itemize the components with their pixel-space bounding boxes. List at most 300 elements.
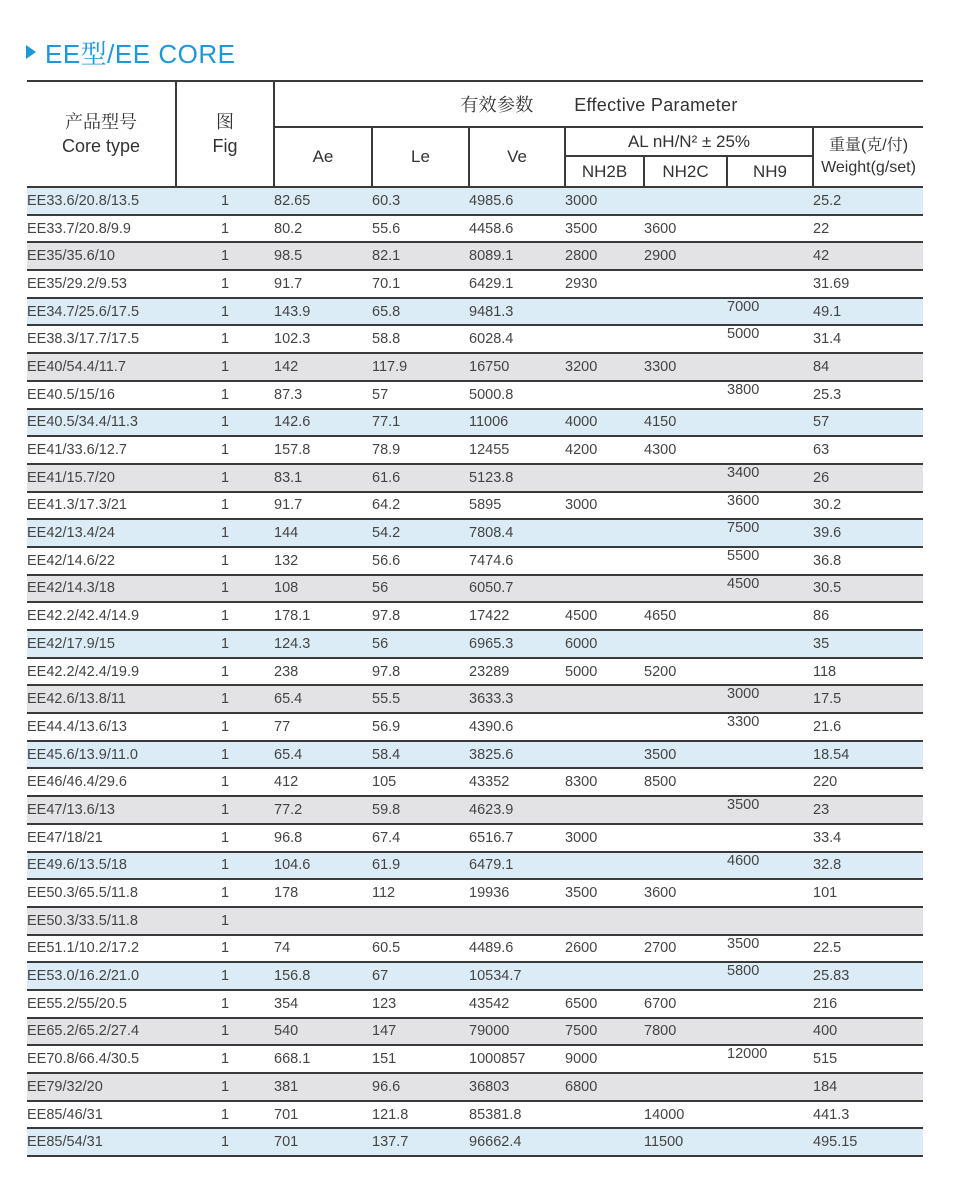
le-cell: 112 [372, 879, 469, 907]
nh2b-cell [565, 685, 644, 713]
nh9-cell: 3600 [727, 492, 813, 520]
core-type-header [27, 81, 176, 187]
table-row [27, 852, 923, 880]
ae-cell: 156.8 [274, 962, 372, 990]
nh9-cell [727, 630, 813, 658]
nh2b-cell: 6500 [565, 990, 644, 1018]
core-type-header-cn: 产品型号 [65, 112, 137, 132]
nh2c-cell [644, 187, 727, 215]
ae-cell: 412 [274, 768, 372, 796]
table-row [27, 436, 923, 464]
nh2b-cell [565, 464, 644, 492]
nh2b-cell: 2800 [565, 242, 644, 270]
fig-cell: 1 [176, 713, 274, 741]
table-row [27, 353, 923, 381]
ae-cell: 96.8 [274, 824, 372, 852]
nh2c-cell [644, 575, 727, 603]
weight-cell: 57 [813, 409, 923, 437]
nh2c-cell [644, 962, 727, 990]
fig-cell: 1 [176, 602, 274, 630]
nh9-cell [727, 658, 813, 686]
ve-cell: 85381.8 [469, 1101, 565, 1129]
table-row [27, 824, 923, 852]
ae-cell: 132 [274, 547, 372, 575]
fig-cell: 1 [176, 187, 274, 215]
fig-cell: 1 [176, 630, 274, 658]
ve-cell: 6429.1 [469, 270, 565, 298]
nh2b-cell: 7500 [565, 1018, 644, 1046]
nh9-header: NH9 [727, 156, 813, 187]
weight-cell: 441.3 [813, 1101, 923, 1129]
fig-header [176, 81, 274, 187]
ve-cell: 7808.4 [469, 519, 565, 547]
ve-cell: 6050.7 [469, 575, 565, 603]
nh9-cell [727, 879, 813, 907]
core-type-cell: EE40.5/34.4/11.3 [27, 409, 176, 437]
nh9-cell: 3000 [727, 685, 813, 713]
nh2c-cell: 4650 [644, 602, 727, 630]
nh2c-header: NH2C [644, 156, 727, 187]
fig-cell: 1 [176, 796, 274, 824]
nh9-cell: 4500 [727, 575, 813, 603]
ve-cell: 6028.4 [469, 325, 565, 353]
effective-header-en: Effective Parameter [574, 95, 738, 115]
ve-cell: 23289 [469, 658, 565, 686]
table-row [27, 1045, 923, 1073]
weight-cell: 36.8 [813, 547, 923, 575]
nh9-cell [727, 1128, 813, 1156]
le-cell [372, 907, 469, 935]
ve-cell: 4985.6 [469, 187, 565, 215]
table-row [27, 270, 923, 298]
ae-cell: 142 [274, 353, 372, 381]
le-cell: 55.6 [372, 215, 469, 243]
page-title-text: EE型/EE CORE [45, 38, 236, 69]
weight-cell: 515 [813, 1045, 923, 1073]
fig-cell: 1 [176, 547, 274, 575]
ae-cell: 701 [274, 1101, 372, 1129]
ve-cell: 4390.6 [469, 713, 565, 741]
core-type-cell: EE33.7/20.8/9.9 [27, 215, 176, 243]
fig-cell: 1 [176, 879, 274, 907]
weight-cell: 22 [813, 215, 923, 243]
core-type-header-en: Core type [61, 136, 141, 156]
ae-cell: 82.65 [274, 187, 372, 215]
table-row [27, 935, 923, 963]
nh9-cell [727, 1101, 813, 1129]
ae-cell: 540 [274, 1018, 372, 1046]
ae-cell: 108 [274, 575, 372, 603]
nh2c-cell [644, 519, 727, 547]
core-type-cell: EE42/14.6/22 [27, 547, 176, 575]
ae-cell: 668.1 [274, 1045, 372, 1073]
nh2c-cell: 8500 [644, 768, 727, 796]
fig-cell: 1 [176, 962, 274, 990]
core-type-cell: EE79/32/20 [27, 1073, 176, 1101]
nh2c-cell: 3300 [644, 353, 727, 381]
nh9-cell [727, 990, 813, 1018]
nh9-cell: 3500 [727, 935, 813, 963]
le-cell: 64.2 [372, 492, 469, 520]
weight-cell: 23 [813, 796, 923, 824]
fig-cell: 1 [176, 298, 274, 326]
weight-cell: 84 [813, 353, 923, 381]
table-row [27, 575, 923, 603]
core-type-cell: EE65.2/65.2/27.4 [27, 1018, 176, 1046]
core-type-cell: EE41/15.7/20 [27, 464, 176, 492]
fig-cell: 1 [176, 1018, 274, 1046]
table-row [27, 602, 923, 630]
le-cell: 58.4 [372, 741, 469, 769]
fig-header-cn: 图 [216, 112, 234, 132]
ve-cell: 3633.3 [469, 685, 565, 713]
nh2b-cell: 6000 [565, 630, 644, 658]
nh2c-cell: 4150 [644, 409, 727, 437]
fig-cell: 1 [176, 990, 274, 1018]
nh2c-cell: 2900 [644, 242, 727, 270]
nh9-cell: 12000 [727, 1045, 813, 1073]
ve-cell: 43542 [469, 990, 565, 1018]
nh2c-cell [644, 298, 727, 326]
al-header: AL nH/N² ± 25% [565, 127, 813, 156]
table-row [27, 298, 923, 326]
ae-cell: 701 [274, 1128, 372, 1156]
nh9-cell: 3500 [727, 796, 813, 824]
table-row [27, 990, 923, 1018]
fig-cell: 1 [176, 381, 274, 409]
core-type-cell: EE70.8/66.4/30.5 [27, 1045, 176, 1073]
table-header [27, 81, 923, 187]
nh2c-cell [644, 1045, 727, 1073]
nh2c-cell: 6700 [644, 990, 727, 1018]
weight-cell [813, 907, 923, 935]
nh9-cell [727, 242, 813, 270]
ve-cell: 4489.6 [469, 935, 565, 963]
core-type-cell: EE42.2/42.4/14.9 [27, 602, 176, 630]
nh2c-cell [644, 325, 727, 353]
core-type-cell: EE51.1/10.2/17.2 [27, 935, 176, 963]
le-cell: 56.9 [372, 713, 469, 741]
ve-cell: 17422 [469, 602, 565, 630]
ve-cell: 10534.7 [469, 962, 565, 990]
le-cell: 151 [372, 1045, 469, 1073]
table-row [27, 325, 923, 353]
nh2b-cell: 4000 [565, 409, 644, 437]
table-row [27, 741, 923, 769]
nh2b-cell: 3200 [565, 353, 644, 381]
nh9-cell: 3300 [727, 713, 813, 741]
fig-cell: 1 [176, 242, 274, 270]
core-type-cell: EE38.3/17.7/17.5 [27, 325, 176, 353]
nh9-cell: 5800 [727, 962, 813, 990]
weight-cell: 32.8 [813, 852, 923, 880]
table-row [27, 187, 923, 215]
core-spec-table [27, 80, 923, 1157]
ae-cell: 74 [274, 935, 372, 963]
le-cell: 82.1 [372, 242, 469, 270]
nh2c-cell: 3600 [644, 879, 727, 907]
nh2b-cell [565, 1128, 644, 1156]
nh9-cell [727, 409, 813, 437]
le-cell: 56.6 [372, 547, 469, 575]
fig-cell: 1 [176, 741, 274, 769]
nh9-cell [727, 768, 813, 796]
fig-cell: 1 [176, 436, 274, 464]
table-row [27, 907, 923, 935]
weight-header-cn: 重量(克/付) [828, 137, 909, 154]
nh2b-cell [565, 962, 644, 990]
nh2b-cell: 2930 [565, 270, 644, 298]
ae-cell: 238 [274, 658, 372, 686]
nh2c-cell [644, 824, 727, 852]
nh2b-cell [565, 713, 644, 741]
table-row [27, 685, 923, 713]
nh2b-cell: 3500 [565, 879, 644, 907]
weight-cell: 31.69 [813, 270, 923, 298]
le-header: Le [372, 127, 469, 187]
nh2b-cell [565, 1101, 644, 1129]
weight-cell: 25.2 [813, 187, 923, 215]
fig-cell: 1 [176, 270, 274, 298]
fig-cell: 1 [176, 768, 274, 796]
ve-cell: 7474.6 [469, 547, 565, 575]
table-row [27, 796, 923, 824]
fig-cell: 1 [176, 1045, 274, 1073]
le-cell: 97.8 [372, 602, 469, 630]
core-type-cell: EE47/13.6/13 [27, 796, 176, 824]
nh2b-cell: 6800 [565, 1073, 644, 1101]
le-cell: 67.4 [372, 824, 469, 852]
nh2c-cell: 14000 [644, 1101, 727, 1129]
nh9-cell [727, 1018, 813, 1046]
le-cell: 97.8 [372, 658, 469, 686]
core-type-cell: EE44.4/13.6/13 [27, 713, 176, 741]
ae-cell: 91.7 [274, 492, 372, 520]
ve-cell: 43352 [469, 768, 565, 796]
table-body [27, 187, 923, 1156]
ae-cell: 354 [274, 990, 372, 1018]
table-row [27, 519, 923, 547]
core-type-cell: EE33.6/20.8/13.5 [27, 187, 176, 215]
core-type-cell: EE35/35.6/10 [27, 242, 176, 270]
ve-header: Ve [469, 127, 565, 187]
table-row [27, 492, 923, 520]
fig-cell: 1 [176, 353, 274, 381]
nh2c-cell [644, 464, 727, 492]
nh2b-cell: 2600 [565, 935, 644, 963]
core-type-cell: EE50.3/65.5/11.8 [27, 879, 176, 907]
nh2c-cell [644, 852, 727, 880]
le-cell: 55.5 [372, 685, 469, 713]
ve-cell: 79000 [469, 1018, 565, 1046]
le-cell: 61.9 [372, 852, 469, 880]
le-cell: 60.3 [372, 187, 469, 215]
weight-cell: 118 [813, 658, 923, 686]
weight-cell: 31.4 [813, 325, 923, 353]
le-cell: 137.7 [372, 1128, 469, 1156]
nh9-cell [727, 741, 813, 769]
fig-cell: 1 [176, 1101, 274, 1129]
le-cell: 78.9 [372, 436, 469, 464]
ve-cell: 12455 [469, 436, 565, 464]
nh2b-cell [565, 381, 644, 409]
effective-parameter-header [274, 81, 923, 127]
nh9-cell [727, 907, 813, 935]
ve-cell: 5000.8 [469, 381, 565, 409]
ve-cell: 3825.6 [469, 741, 565, 769]
nh9-cell: 5500 [727, 547, 813, 575]
nh2b-cell: 9000 [565, 1045, 644, 1073]
nh9-cell [727, 353, 813, 381]
ae-cell [274, 907, 372, 935]
table-row [27, 630, 923, 658]
play-triangle-icon [26, 45, 36, 59]
core-type-cell: EE50.3/33.5/11.8 [27, 907, 176, 935]
nh2c-cell: 7800 [644, 1018, 727, 1046]
weight-cell: 220 [813, 768, 923, 796]
ae-cell: 83.1 [274, 464, 372, 492]
table-row [27, 962, 923, 990]
table-row [27, 768, 923, 796]
core-type-cell: EE34.7/25.6/17.5 [27, 298, 176, 326]
le-cell: 117.9 [372, 353, 469, 381]
nh9-cell: 7000 [727, 298, 813, 326]
core-type-cell: EE42/13.4/24 [27, 519, 176, 547]
nh2b-cell [565, 796, 644, 824]
fig-header-en: Fig [212, 136, 238, 156]
weight-cell: 18.54 [813, 741, 923, 769]
ve-cell: 36803 [469, 1073, 565, 1101]
ve-cell: 8089.1 [469, 242, 565, 270]
le-cell: 77.1 [372, 409, 469, 437]
core-type-cell: EE41/33.6/12.7 [27, 436, 176, 464]
nh2b-cell [565, 575, 644, 603]
nh2c-cell [644, 685, 727, 713]
weight-cell: 35 [813, 630, 923, 658]
weight-header [813, 127, 923, 187]
fig-cell: 1 [176, 935, 274, 963]
weight-cell: 17.5 [813, 685, 923, 713]
le-cell: 61.6 [372, 464, 469, 492]
table-row [27, 215, 923, 243]
ae-cell: 91.7 [274, 270, 372, 298]
weight-cell: 400 [813, 1018, 923, 1046]
weight-cell: 39.6 [813, 519, 923, 547]
weight-cell: 30.2 [813, 492, 923, 520]
weight-cell: 30.5 [813, 575, 923, 603]
nh2b-cell: 3000 [565, 824, 644, 852]
nh2c-cell: 3600 [644, 215, 727, 243]
nh2c-cell [644, 796, 727, 824]
nh2b-cell: 4200 [565, 436, 644, 464]
core-type-cell: EE85/54/31 [27, 1128, 176, 1156]
weight-cell: 22.5 [813, 935, 923, 963]
nh9-cell [727, 270, 813, 298]
core-type-cell: EE85/46/31 [27, 1101, 176, 1129]
weight-cell: 21.6 [813, 713, 923, 741]
core-type-cell: EE55.2/55/20.5 [27, 990, 176, 1018]
table-row [27, 242, 923, 270]
le-cell: 58.8 [372, 325, 469, 353]
nh2c-cell [644, 547, 727, 575]
nh2b-cell: 3000 [565, 492, 644, 520]
ve-cell: 1000857 [469, 1045, 565, 1073]
core-type-cell: EE49.6/13.5/18 [27, 852, 176, 880]
le-cell: 60.5 [372, 935, 469, 963]
fig-cell: 1 [176, 464, 274, 492]
page-title [26, 36, 235, 68]
ve-cell: 96662.4 [469, 1128, 565, 1156]
fig-cell: 1 [176, 575, 274, 603]
le-cell: 57 [372, 381, 469, 409]
nh2b-cell: 4500 [565, 602, 644, 630]
fig-cell: 1 [176, 1073, 274, 1101]
table-row [27, 658, 923, 686]
ve-cell: 9481.3 [469, 298, 565, 326]
nh2b-cell [565, 298, 644, 326]
weight-cell: 26 [813, 464, 923, 492]
table-row [27, 547, 923, 575]
ae-cell: 124.3 [274, 630, 372, 658]
ve-cell: 5123.8 [469, 464, 565, 492]
table-row [27, 1128, 923, 1156]
le-cell: 147 [372, 1018, 469, 1046]
fig-cell: 1 [176, 824, 274, 852]
core-type-cell: EE42/17.9/15 [27, 630, 176, 658]
nh2c-cell: 5200 [644, 658, 727, 686]
ve-cell: 6965.3 [469, 630, 565, 658]
nh9-cell [727, 436, 813, 464]
le-cell: 123 [372, 990, 469, 1018]
nh2c-cell: 4300 [644, 436, 727, 464]
core-type-cell: EE46/46.4/29.6 [27, 768, 176, 796]
ae-cell: 98.5 [274, 242, 372, 270]
nh2b-cell [565, 325, 644, 353]
table-row [27, 713, 923, 741]
le-cell: 65.8 [372, 298, 469, 326]
table-row [27, 409, 923, 437]
fig-cell: 1 [176, 852, 274, 880]
table-row [27, 464, 923, 492]
ve-cell: 6479.1 [469, 852, 565, 880]
nh2c-cell [644, 1073, 727, 1101]
nh2b-cell: 3500 [565, 215, 644, 243]
ae-cell: 157.8 [274, 436, 372, 464]
nh2c-cell [644, 630, 727, 658]
nh2c-cell [644, 907, 727, 935]
ae-cell: 178 [274, 879, 372, 907]
le-cell: 121.8 [372, 1101, 469, 1129]
weight-cell: 42 [813, 242, 923, 270]
ae-cell: 142.6 [274, 409, 372, 437]
weight-cell: 495.15 [813, 1128, 923, 1156]
fig-cell: 1 [176, 215, 274, 243]
ae-header: Ae [274, 127, 372, 187]
nh9-cell: 3800 [727, 381, 813, 409]
nh2b-cell [565, 519, 644, 547]
fig-cell: 1 [176, 492, 274, 520]
ve-cell: 19936 [469, 879, 565, 907]
fig-cell: 1 [176, 685, 274, 713]
core-type-cell: EE42.2/42.4/19.9 [27, 658, 176, 686]
ve-cell: 4458.6 [469, 215, 565, 243]
ae-cell: 102.3 [274, 325, 372, 353]
fig-cell: 1 [176, 658, 274, 686]
fig-cell: 1 [176, 1128, 274, 1156]
le-cell: 56 [372, 575, 469, 603]
nh9-cell [727, 602, 813, 630]
le-cell: 54.2 [372, 519, 469, 547]
